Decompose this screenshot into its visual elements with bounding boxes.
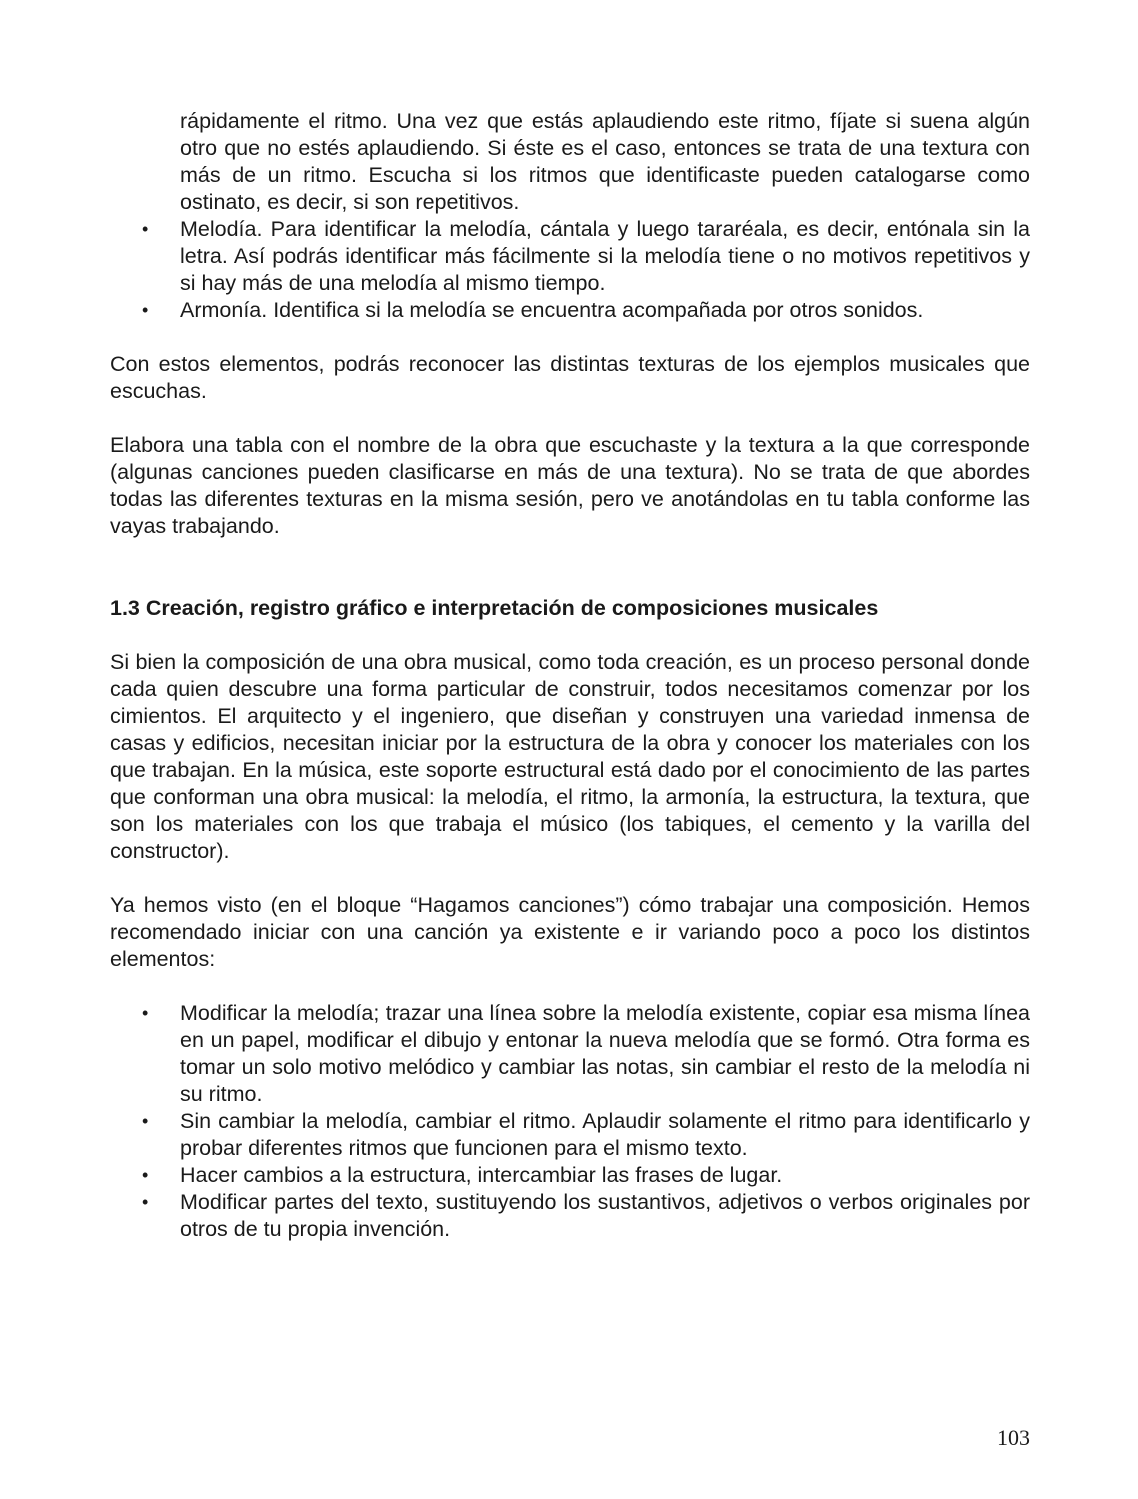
- page-content: [110, 108, 1030, 1243]
- bullet-icon: •: [142, 1192, 149, 1212]
- list-item: [110, 216, 1030, 297]
- list-item: [110, 1000, 1030, 1108]
- list-item: [110, 1189, 1030, 1243]
- list-item: [110, 1108, 1030, 1162]
- list-item-text: Hacer cambios a la estructura, intercambiar las frases de lugar.: [180, 1163, 783, 1187]
- bullet-icon: •: [142, 1003, 149, 1023]
- paragraph-previous-block: Ya hemos visto (en el bloque “Hagamos canciones”) cómo trabajar una composición. Hemos recomendado iniciar con una canción ya existente e ir variando poco a poco los distintos elementos:: [110, 893, 1030, 971]
- list-item-text: Melodía. Para identificar la melodía, cántala y luego tararéala, es decir, entónala sin la letra. Así podrás identificar más fácilmente si la melodía tiene o no motivos repetitivos y si hay más de una melodía al mismo tiempo.: [180, 217, 1030, 295]
- list-item-text: Armonía. Identifica si la melodía se encuentra acompañada por otros sonidos.: [180, 298, 924, 322]
- list-item-text: Sin cambiar la melodía, cambiar el ritmo. Aplaudir solamente el ritmo para identificarlo y probar diferentes ritmos que funcionen para el mismo texto.: [180, 1109, 1030, 1160]
- intro-continuation-text: rápidamente el ritmo. Una vez que estás aplaudiendo este ritmo, fíjate si suena algún otro que no estés aplaudiendo. Si éste es el caso, entonces se trata de una textura con más de un ritmo. Escucha si los ritmos que identificaste pueden catalogarse como ostinato, es decir, si son repetitivos.: [180, 109, 1030, 214]
- bullet-icon: •: [142, 1111, 149, 1131]
- page-number: 103: [997, 1425, 1030, 1450]
- list-item: [110, 1162, 1030, 1189]
- list-item: [110, 297, 1030, 324]
- paragraph-table-instructions: Elabora una tabla con el nombre de la obra que escuchaste y la textura a la que corresponde (algunas canciones pueden clasificarse en más de una textura). No se trata de que abordes todas las diferentes texturas en la misma sesión, pero ve anotándolas en tu tabla conforme las vayas trabajando.: [110, 433, 1030, 538]
- bullet-icon: •: [142, 300, 149, 320]
- paragraph-elements: Con estos elementos, podrás reconocer las distintas texturas de los ejemplos musicales que escuchas.: [110, 352, 1030, 403]
- bullet-icon: •: [142, 219, 149, 239]
- section-heading: 1.3 Creación, registro gráfico e interpretación de composiciones musicales: [110, 596, 879, 620]
- first-bullet-list: [110, 216, 1030, 324]
- list-item-text: Modificar partes del texto, sustituyendo los sustantivos, adjetivos o verbos originales por otros de tu propia invención.: [180, 1190, 1030, 1241]
- bullet-icon: •: [142, 1165, 149, 1185]
- list-item-text: Modificar la melodía; trazar una línea sobre la melodía existente, copiar esa misma línea en un papel, modificar el dibujo y entonar la nueva melodía que se formó. Otra forma es tomar un solo motivo melódico y cambiar las notas, sin cambiar el resto de la melodía ni su ritmo.: [180, 1001, 1030, 1106]
- paragraph-composition: Si bien la composición de una obra musical, como toda creación, es un proceso personal donde cada quien descubre una forma particular de construir, todos necesitamos comenzar por los cimientos. El arquitecto y el ingeniero, que diseñan y construyen una variedad inmensa de casas y edificios, necesitan iniciar por la estructura de la obra y conocer los materiales con los que trabajan. En la música, este soporte estructural está dado por el conocimiento de las partes que conforman una obra musical: la melodía, el ritmo, la armonía, la estructura, la textura, que son los materiales con los que trabaja el músico (los tabiques, el cemento y la varilla del constructor).: [110, 650, 1030, 863]
- second-bullet-list: [110, 1000, 1030, 1243]
